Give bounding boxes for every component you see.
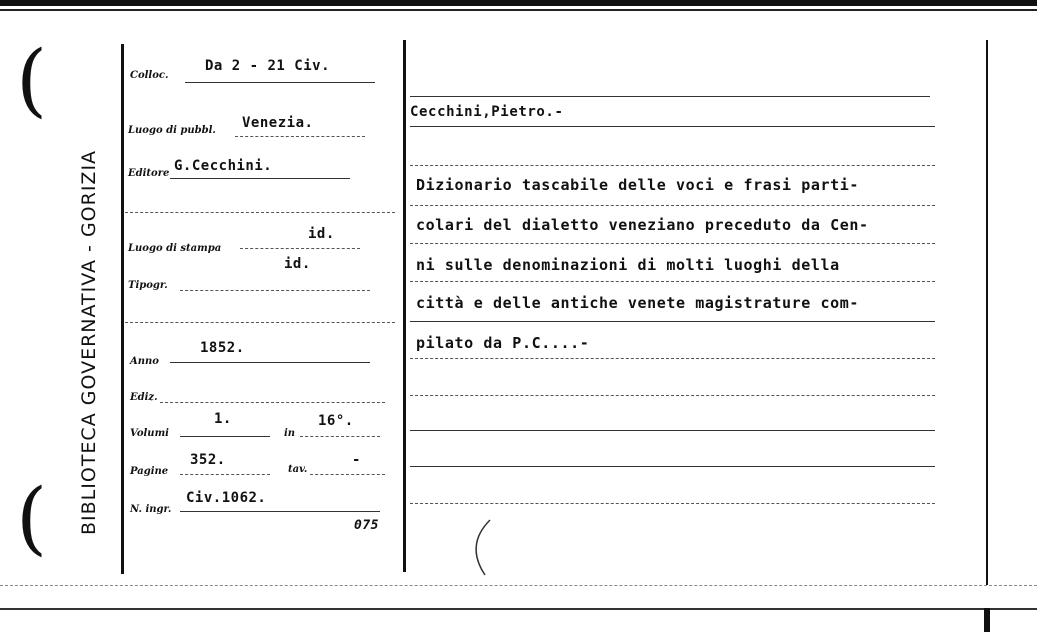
luogo-pubbl-label: Luogo di pubbl. [128, 125, 216, 136]
editore-line [170, 178, 350, 180]
anno-line [170, 362, 370, 364]
ruled-line-1 [410, 96, 930, 98]
editore-value: G.Cecchini. [174, 158, 273, 174]
luogo-stampa-value: id. [308, 226, 335, 242]
formato-label: in [284, 428, 296, 439]
ruled-line-10 [410, 430, 935, 432]
ruled-line-3 [410, 165, 935, 166]
tipogr-line [180, 290, 370, 291]
luogo-stampa-line [240, 248, 360, 249]
colloc-value: Da 2 - 21 Civ. [205, 58, 331, 74]
ediz-line [160, 402, 385, 403]
title-line-1: Dizionario tascabile delle voci e frasi parti- [416, 176, 860, 194]
n-ingr-value: Civ.1062. [186, 490, 267, 506]
author-heading: Cecchini,Pietro.- [410, 104, 564, 120]
ruled-line-5 [410, 243, 935, 244]
tavole-value: - [352, 452, 361, 468]
ruled-line-12 [410, 503, 935, 504]
n-ingr-line [180, 511, 380, 513]
anno-label: Anno [130, 356, 159, 367]
ruled-line-4 [410, 205, 935, 206]
handwritten-annotation: 075 [354, 518, 379, 533]
ruled-line-6 [410, 281, 935, 282]
binding-bracket-top: ( [16, 33, 48, 126]
tavole-label: tav. [288, 464, 308, 475]
tipogr-value: id. [284, 256, 311, 272]
colloc-label: Colloc. [130, 70, 169, 81]
pagine-line [180, 474, 270, 475]
ruled-line-7 [410, 321, 935, 323]
pagine-value: 352. [190, 452, 226, 468]
bottom-rule [0, 608, 1037, 610]
anno-value: 1852. [200, 340, 245, 356]
editore-label: Editore [128, 168, 170, 179]
title-line-3: ni sulle denominazioni di molti luoghi della [416, 256, 840, 274]
bottom-right-mark [984, 608, 990, 632]
ruled-line-8 [410, 358, 935, 359]
pencil-stroke [460, 515, 500, 580]
luogo-pubbl-value: Venezia. [242, 115, 314, 131]
tavole-line [310, 474, 385, 475]
binding-bracket-bottom: ( [16, 471, 48, 564]
formato-line [300, 436, 380, 437]
luogo-stampa-label: Luogo di stampa [128, 243, 222, 254]
top-border [0, 0, 1037, 6]
volumi-value: 1. [214, 411, 232, 427]
pagine-label: Pagine [130, 466, 169, 477]
library-name: BIBLIOTECA GOVERNATIVA - GORIZIA [78, 149, 100, 535]
top-rule [0, 9, 1037, 11]
section-divider-1 [125, 212, 395, 213]
luogo-pubbl-line [235, 136, 365, 137]
tipogr-label: Tipogr. [128, 280, 168, 291]
formato-value: 16°. [318, 413, 354, 429]
volumi-line [180, 436, 270, 438]
title-line-5: pilato da P.C....- [416, 334, 590, 352]
middle-column-rule [403, 40, 406, 572]
ruled-line-2 [410, 126, 935, 128]
ruled-line-9 [410, 395, 935, 396]
card-bottom-dashed [0, 585, 1037, 586]
ruled-line-11 [410, 466, 935, 468]
title-line-4: città e delle antiche venete magistrature com- [416, 294, 860, 312]
ediz-label: Ediz. [130, 392, 158, 403]
section-divider-2 [125, 322, 395, 323]
right-edge-rule [986, 40, 988, 585]
title-line-2: colari del dialetto veneziano preceduto da Cen- [416, 216, 869, 234]
volumi-label: Volumi [130, 428, 169, 439]
n-ingr-label: N. ingr. [130, 504, 172, 515]
colloc-line [185, 82, 375, 84]
left-column-rule [121, 44, 124, 574]
